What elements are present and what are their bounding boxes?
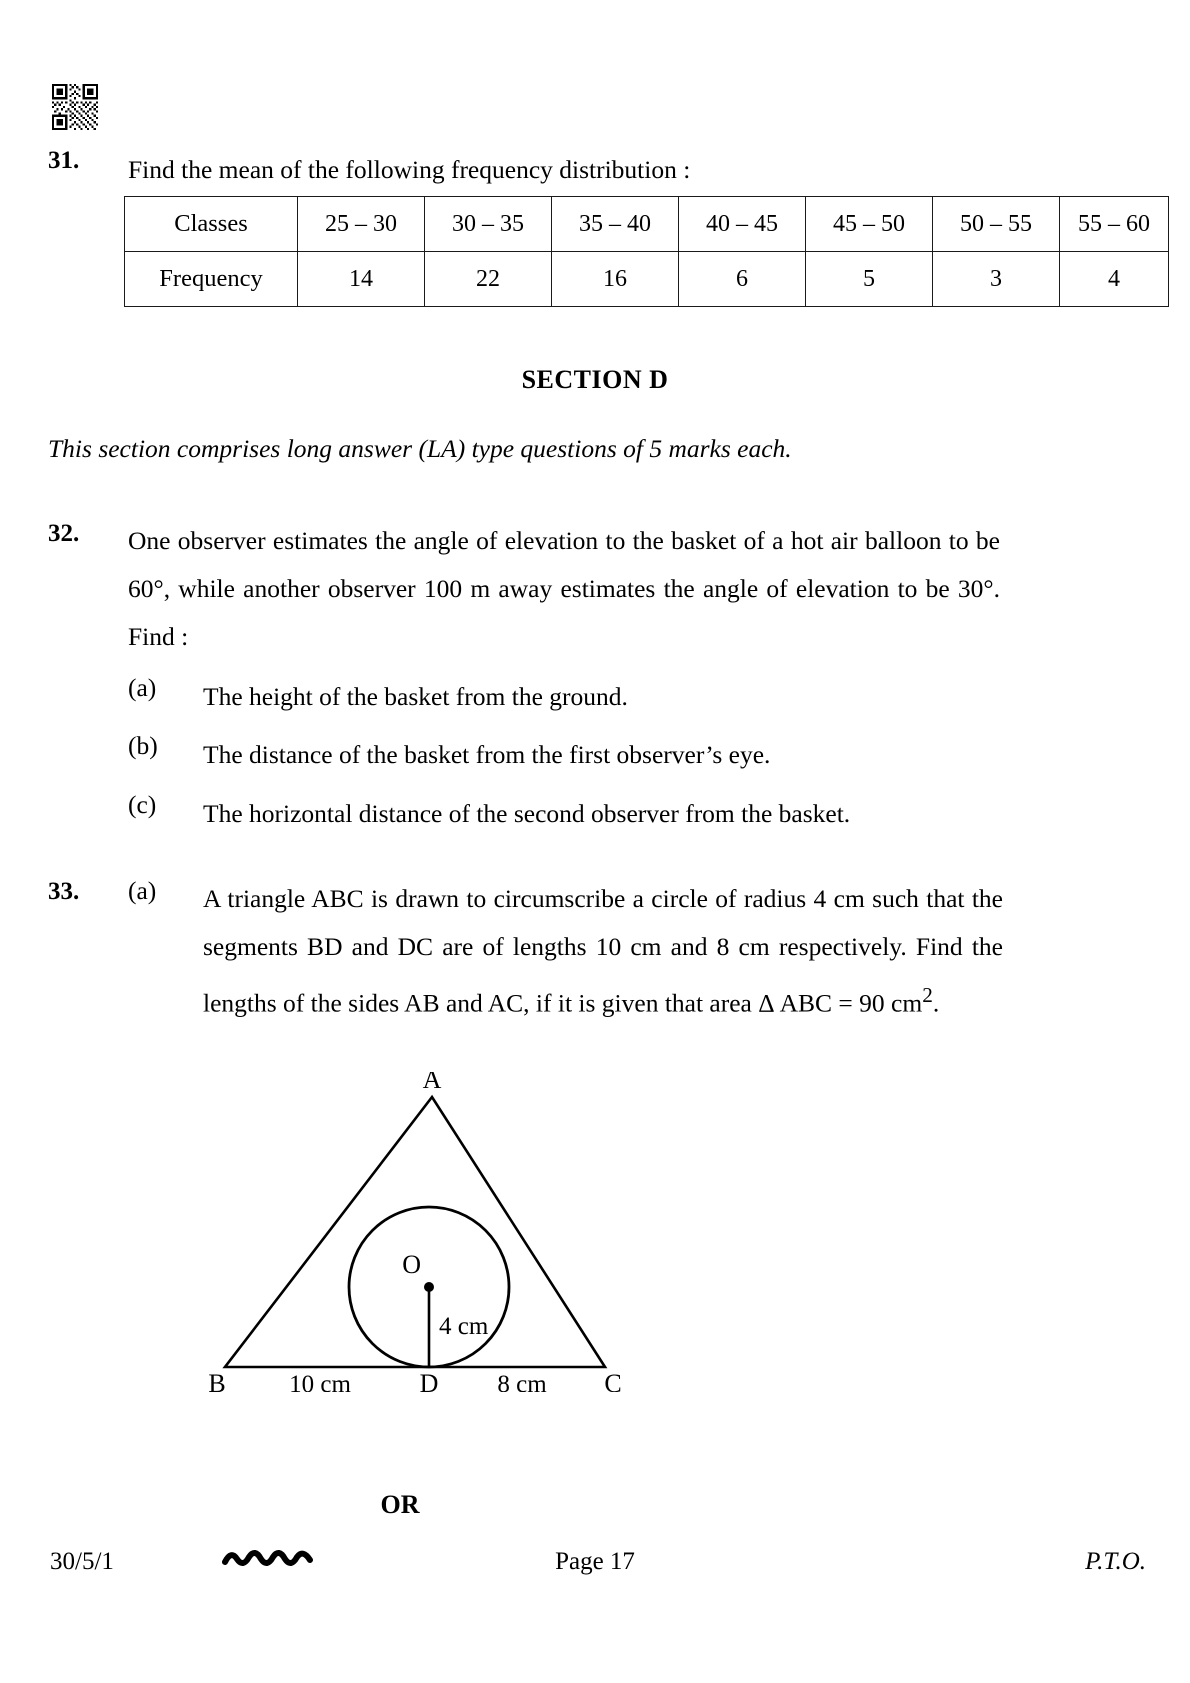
question-33-part-a-text [203, 875, 1003, 1028]
table-cell-class-6: 50 – 55 [933, 197, 1060, 252]
table-cell-frequency-6: 3 [933, 252, 1060, 307]
table-cell-frequency-5: 5 [806, 252, 933, 307]
table-cell-frequency-1: 14 [298, 252, 425, 307]
table-row-frequency [125, 252, 1169, 307]
diagram-label-o: O [402, 1250, 421, 1279]
question-33-body: A triangle ABC is drawn to circumscribe a circle of radius 4 cm such that the segments BD and DC are of lengths 10 cm and 8 cm respectively. Find the lengths of the sides AB and AC, if it is given that area Δ ABC = 90 cm [203, 884, 1003, 1018]
question-33-part-a-label: (a) [128, 876, 157, 905]
question-32-part-a-text: The height of the basket from the ground. [203, 682, 628, 711]
question-31-text: Find the mean of the following frequency distribution : [128, 155, 691, 184]
triangle-with-incircle-diagram [195, 1072, 675, 1392]
question-32-part-b-label: (b) [128, 731, 158, 760]
section-instruction-note: This section comprises long answer (LA) type questions of 5 marks each. [48, 434, 792, 463]
question-32-part-b-text: The distance of the basket from the first observer’s eye. [203, 740, 771, 769]
question-32-part-a-label: (a) [128, 673, 157, 702]
question-32-part-c-label: (c) [128, 790, 157, 819]
question-33-tail: . [932, 988, 940, 1018]
question-31-number: 31. [48, 147, 80, 174]
diagram-label-d: D [419, 1369, 439, 1392]
table-cell-class-2: 30 – 35 [425, 197, 552, 252]
question-33-superscript: 2 [922, 983, 933, 1007]
table-cell-frequency-3: 16 [552, 252, 679, 307]
diagram-label-a: A [422, 1072, 442, 1094]
or-separator: OR [380, 1490, 420, 1519]
question-33-number: 33. [48, 878, 80, 905]
footer-paper-code: 30/5/1 [50, 1548, 114, 1575]
diagram-label-radius: 4 cm [439, 1313, 489, 1340]
diagram-label-bd: 10 cm [289, 1371, 351, 1392]
question-32-text: One observer estimates the angle of elevation to the basket of a hot air balloon to be 60°, while another observer 100 m away estimates the angle of elevation to be 30°. Find : [128, 526, 1000, 651]
table-cell-class-7: 55 – 60 [1060, 197, 1169, 252]
table-row-classes [125, 197, 1169, 252]
qr-code-icon [52, 84, 98, 130]
table-cell-class-4: 40 – 45 [679, 197, 806, 252]
footer-page-number: Page 17 [555, 1548, 635, 1575]
diagram-label-dc: 8 cm [497, 1371, 547, 1392]
table-cell-frequency-4: 6 [679, 252, 806, 307]
question-32-part-c-text: The horizontal distance of the second observer from the basket. [203, 799, 851, 828]
table-cell-class-3: 35 – 40 [552, 197, 679, 252]
question-32-number: 32. [48, 520, 80, 547]
diagram-label-c: C [604, 1369, 622, 1392]
table-cell-frequency-2: 22 [425, 252, 552, 307]
table-cell-frequency-7: 4 [1060, 252, 1169, 307]
table-cell-class-1: 25 – 30 [298, 197, 425, 252]
frequency-distribution-table [124, 196, 1169, 307]
table-rowheader-classes: Classes [125, 197, 298, 252]
diagram-label-b: B [208, 1369, 226, 1392]
footer-pto-label: P.T.O. [1085, 1548, 1146, 1575]
section-heading: SECTION D [521, 365, 669, 394]
table-rowheader-frequency: Frequency [125, 252, 298, 307]
table-cell-class-5: 45 – 50 [806, 197, 933, 252]
